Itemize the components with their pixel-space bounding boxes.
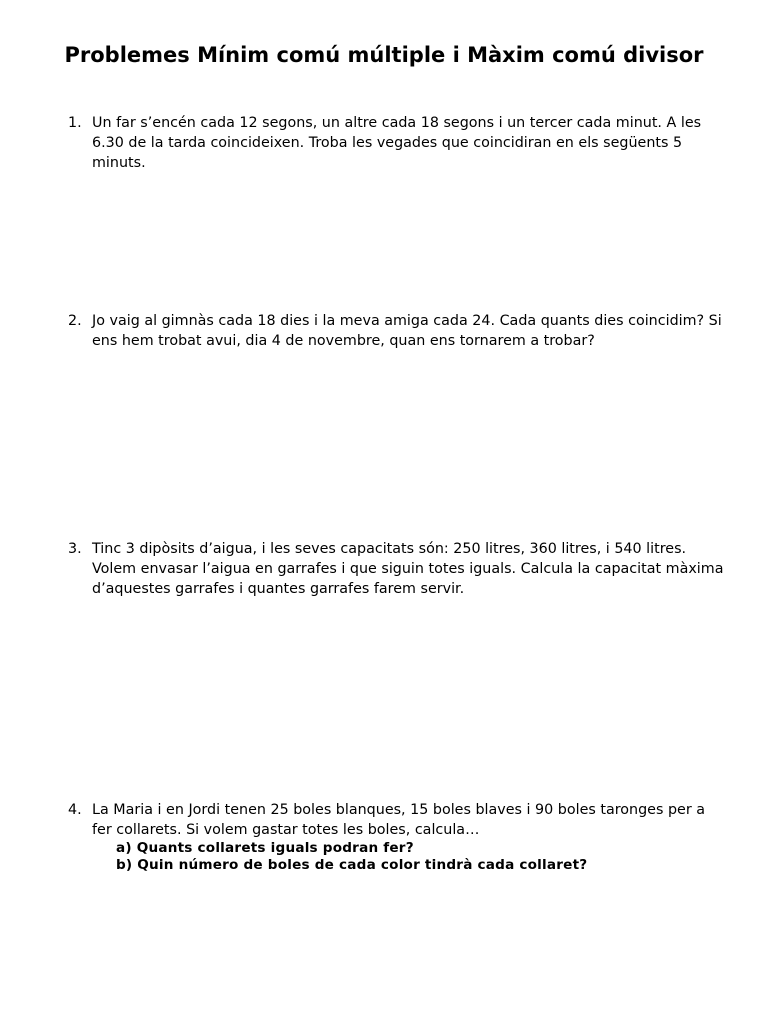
problem-2: [68, 311, 728, 351]
problem-number: 1.: [68, 115, 82, 131]
problem-text: Jo vaig al gimnàs cada 18 dies i la meva amiga cada 24. Cada quants dies coincidim? Si ens hem trobat avui, dia 4 de novembre, quan ens tornarem a trobar?: [92, 313, 722, 349]
problem-number: 2.: [68, 313, 82, 329]
subquestion-b: b) Quin número de boles de cada color tindrà cada collaret?: [116, 857, 588, 873]
problem-3: [68, 539, 728, 599]
problem-number: 3.: [68, 541, 82, 557]
subquestion-a: a) Quants collarets iguals podran fer?: [116, 840, 414, 856]
problem-text: Un far s’encén cada 12 segons, un altre cada 18 segons i un tercer cada minut. A les 6.30 de la tarda coincideixen. Troba les vegades que coincidiran en els següents 5 minuts.: [92, 115, 702, 171]
problem-text: Tinc 3 dipòsits d’aigua, i les seves capacitats són: 250 litres, 360 litres, i 540 litres. Volem envasar l’aigua en garrafes i que siguin totes iguals. Calcula la capacitat màxima d’aquestes garrafes i quantes garrafes farem servir.: [92, 541, 724, 597]
problem-number: 4.: [68, 802, 82, 818]
page-title: Problemes Mínim comú múltiple i Màxim comú divisor: [64, 43, 704, 67]
problem-4: [68, 800, 728, 874]
problem-text: La Maria i en Jordi tenen 25 boles blanques, 15 boles blaves i 90 boles taronges per a fer collarets. Si volem gastar totes les boles, calcula…: [92, 802, 706, 838]
problem-1: [68, 113, 728, 173]
